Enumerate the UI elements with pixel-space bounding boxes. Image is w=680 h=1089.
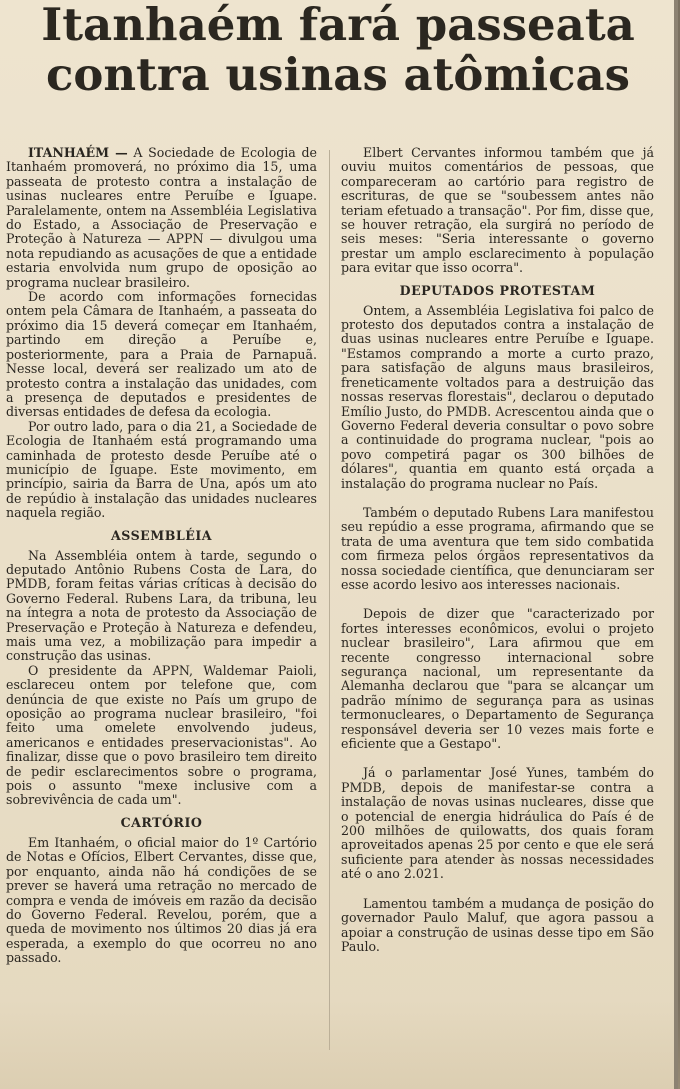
- headline-line-1: Itanhaém fará passeata: [41, 0, 635, 51]
- dateline: ITANHAÉM —: [28, 145, 128, 160]
- subheading-cartorio: CARTÓRIO: [120, 814, 203, 830]
- paragraph-text: A Sociedade de Ecologia de Itanhaém promoverá, no próximo dia 15, uma passeata de protesto contra a instalação de usinas nucleares entre Peruíbe e Iguape. Paralelamente, ontem na Assembléia Legislativa do Estado, a Associação de Preservação e Proteção à Natureza — APPN — divulgou uma nota repudiando as acusações de que a entidade estaria envolvida num grupo de oposição ao programa nuclear brasileiro.: [6, 145, 317, 290]
- left-column: [6, 146, 317, 966]
- right-column: [341, 146, 654, 954]
- paragraph: Depois de dizer que "caracterizado por fortes interesses econômicos, evolui o projeto nuclear brasileiro", Lara afirmou que em recente congresso internacional sobre segurança nacional, um representante da Alemanha declarou que "para se alcançar um padrão mínimo de segurança para as usinas termonucleares, o Departamento de Segurança responsável deveria ser 10 vezes mais forte e eficiente que a Gestapo".: [341, 606, 654, 752]
- paragraph: O presidente da APPN, Waldemar Paioli, esclareceu ontem por telefone que, com denúncia de que existe no País um grupo de oposição ao programa nuclear brasileiro, "foi feito uma omelete envolvendo judeus, americanos e entidades preservacionistas". Ao finalizar, disse que o povo brasileiro tem direito de pedir esclarecimentos sobre o programa, pois o assunto "mexe inclusive com a sobrevivência de cada um".: [6, 662, 317, 808]
- paragraph: De acordo com informações fornecidas ontem pela Câmara de Itanhaém, a passeata do próximo dia 15 deverá começar em Itanhaém, partindo em direção a Peruíbe e, posteriormente, para a Praia de Parnapuã. Nesse local, deverá ser realizado um ato de protesto contra a instalação das unidades, com a presença de deputados e presidentes de diversas entidades de defesa da ecologia.: [6, 289, 317, 420]
- paper-shading: [0, 1000, 680, 1089]
- headline: [18, 0, 658, 100]
- subheading-deputados-protestam: DEPUTADOS PROTESTAM: [399, 282, 596, 298]
- subheading-assembleia: ASSEMBLÉIA: [111, 527, 212, 543]
- paragraph: Já o parlamentar José Yunes, também do PMDB, depois de manifestar-se contra a instalação de novas usinas nucleares, disse que o potencial de energia hidráulica do País é de 200 milhões de quilowatts, dos quais foram aproveitados apenas 25 por cento e que ele será suficiente para atender às nossas necessidades até o ano 2.021.: [341, 765, 654, 882]
- headline-line-2: contra usinas atômicas: [45, 48, 631, 101]
- paragraph: Elbert Cervantes informou também que já ouviu muitos comentários de pessoas, que compareceram ao cartório para registro de escrituras, de que se "soubessem antes não teriam efetuado a transação". Por fim, disse que, se houver retração, ela surgirá no período de seis meses: "Seria interessante o governo prestar um amplo esclarecimento à população para evitar que isso ocorra".: [341, 145, 654, 276]
- paragraph: Na Assembléia ontem à tarde, segundo o deputado Antônio Rubens Costa de Lara, do PMDB, foram feitas várias críticas à decisão do Governo Federal. Rubens Lara, da tribuna, leu na íntegra a nota de protesto da Associação de Preservação e Proteção à Natureza e defendeu, mais uma vez, a mobilização para impedir a construção das usinas.: [6, 547, 317, 664]
- paragraph: Também o deputado Rubens Lara manifestou seu repúdio a esse programa, afirmando que se trata de uma aventura que tem sido combatida com firmeza pelos órgãos representativos da nossa sociedade científica, que denunciaram ser esse acordo lesivo aos interesses nacionais.: [341, 504, 654, 592]
- column-divider: [329, 150, 330, 1050]
- paragraph: Ontem, a Assembléia Legislativa foi palco de protesto dos deputados contra a instalação de duas usinas nucleares entre Peruíbe e Iguape. "Estamos comprando a morte a curto prazo, para satisfação de alguns maus brasileiros, freneticamente voltados para a destruição das nossas reservas florestais", declarou o deputado Emílio Justo, do PMDB. Acrescentou ainda que o Governo Federal deveria consultar o povo sobre a continuidade do programa nuclear, "pois ao povo competirá pagar os 300 bilhões de dólares", quantia em quanto está orçada a instalação do programa nuclear no País.: [341, 302, 654, 491]
- paragraph: Lamentou também a mudança de posição do governador Paulo Maluf, que agora passou a apoiar a construção de usinas desse tipo em São Paulo.: [341, 895, 654, 954]
- paragraph: Por outro lado, para o dia 21, a Sociedade de Ecologia de Itanhaém está programando uma caminhada de protesto desde Peruíbe até o município de Iguape. Este movimento, em princípio, sairia da Barra de Una, após um ato de repúdio à instalação das unidades nucleares naquela região.: [6, 418, 317, 521]
- page-edge: [674, 0, 678, 1089]
- paragraph: [6, 146, 317, 290]
- paragraph: Em Itanhaém, o oficial maior do 1º Cartório de Notas e Ofícios, Elbert Cervantes, disse que, por enquanto, ainda não há condições de se prever se haverá uma retração no mercado de compra e venda de imóveis em razão da decisão do Governo Federal. Revelou, porém, que a queda de movimento nos últimos 20 dias já era esperada, a exemplo do que ocorreu no ano passado.: [6, 834, 317, 966]
